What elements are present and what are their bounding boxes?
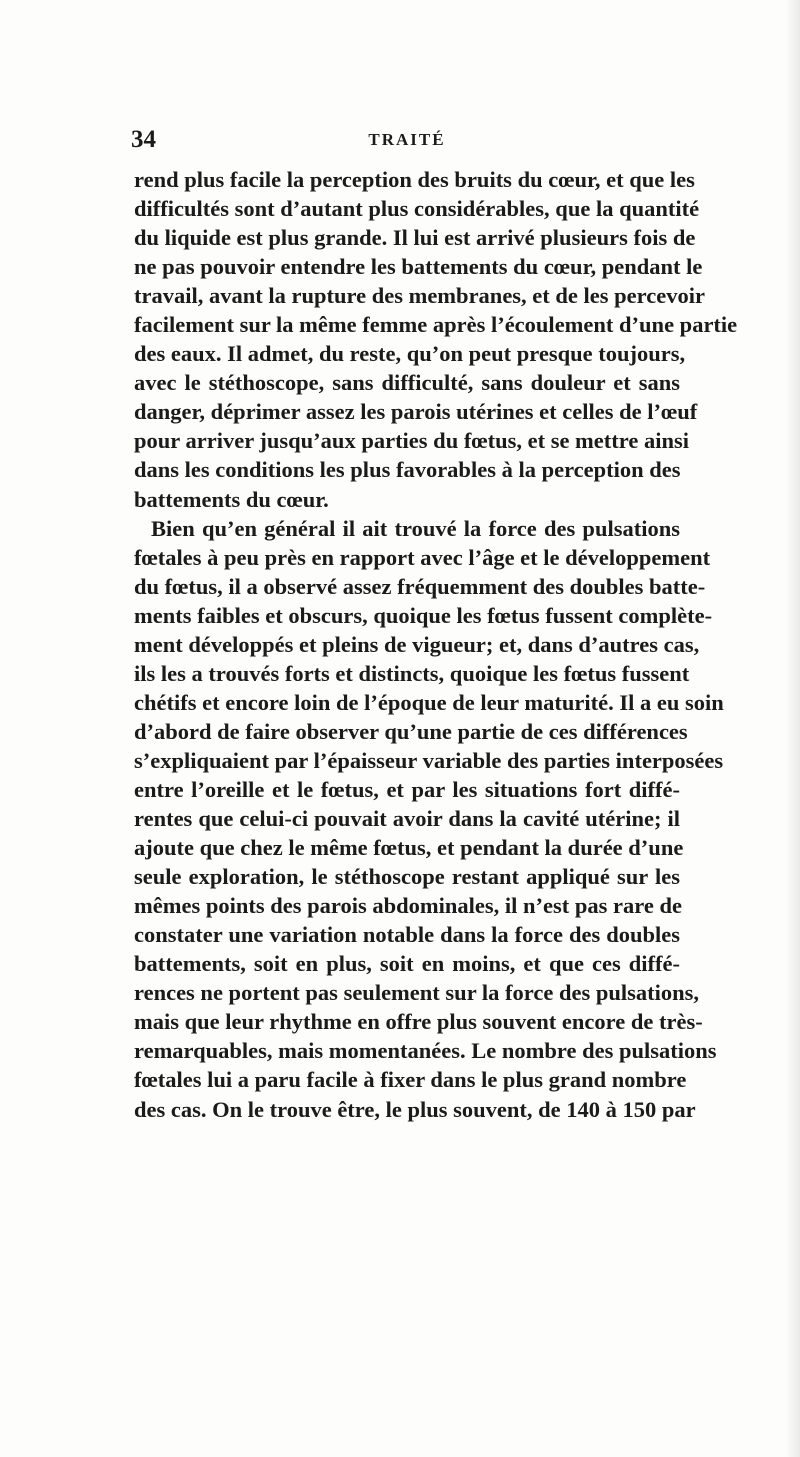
text-line: rend plus facile la perception des bruits du cœur, et que les bbox=[134, 167, 695, 192]
running-title: TRAITÉ bbox=[368, 130, 446, 149]
text-line: dans les conditions les plus favorables à la perception des bbox=[134, 457, 681, 483]
text-line: ajoute que chez le même fœtus, et pendant la durée d’une bbox=[134, 835, 684, 861]
text-line: avec le stéthoscope, sans difficulté, sans douleur et sans bbox=[134, 370, 680, 396]
text-line: pour arriver jusqu’aux parties du fœtus, et se mettre ainsi bbox=[134, 428, 689, 454]
text-line: ment développés et pleins de vigueur; et, dans d’autres cas, bbox=[134, 631, 700, 657]
text-line: mêmes points des parois abdominales, il n’est pas rare de bbox=[134, 893, 682, 919]
text-line: danger, déprimer assez les parois utérines et celles de l’œuf bbox=[134, 399, 698, 425]
text-line: du fœtus, il a observé assez fréquemment des doubles batte- bbox=[134, 573, 706, 599]
text-line: s’expliquaient par l’épaisseur variable des parties interposées bbox=[134, 747, 724, 773]
page-number: 34 bbox=[131, 126, 156, 153]
text-line: seule exploration, le stéthoscope restant appliqué sur les bbox=[134, 864, 680, 890]
text-line-paragraph-start: Bien qu’en général il ait trouvé la force des pulsations bbox=[151, 515, 680, 541]
text-line: difficultés sont d’autant plus considérables, que la quantité bbox=[134, 196, 700, 222]
page-edge-shadow bbox=[786, 0, 800, 1457]
text-line: des eaux. Il admet, du reste, qu’on peut presque toujours, bbox=[134, 341, 686, 367]
text-line: ne pas pouvoir entendre les battements du cœur, pendant le bbox=[134, 254, 703, 280]
text-line: du liquide est plus grande. Il lui est arrivé plusieurs fois de bbox=[134, 225, 696, 251]
text-line: travail, avant la rupture des membranes, et de les percevoir bbox=[134, 283, 705, 309]
text-line-paragraph-end: battements du cœur. bbox=[134, 486, 329, 512]
text-line: chétifs et encore loin de l’époque de leur maturité. Il a eu soin bbox=[134, 689, 724, 715]
text-line: ments faibles et obscurs, quoique les fœtus fussent complète- bbox=[134, 602, 713, 628]
text-line: fœtales à peu près en rapport avec l’âge et le développement bbox=[134, 544, 711, 570]
body-text bbox=[134, 165, 738, 1124]
text-line: battements, soit en plus, soit en moins, et que ces diffé- bbox=[134, 951, 680, 977]
text-line: des cas. On le trouve être, le plus souvent, de 140 à 150 par bbox=[134, 1096, 696, 1122]
text-line: rentes que celui-ci pouvait avoir dans la cavité utérine; il bbox=[134, 806, 680, 832]
text-line: ils les a trouvés forts et distincts, quoique les fœtus fussent bbox=[134, 660, 690, 686]
text-line: facilement sur la même femme après l’écoulement d’une partie bbox=[134, 312, 738, 338]
text-line: rences ne portent pas seulement sur la force des pulsations, bbox=[134, 980, 699, 1006]
text-line: remarquables, mais momentanées. Le nombre des pulsations bbox=[134, 1038, 717, 1064]
text-line: mais que leur rhythme en offre plus souvent encore de très- bbox=[134, 1009, 703, 1035]
text-line: d’abord de faire observer qu’une partie de ces différences bbox=[134, 718, 688, 744]
text-line: entre l’oreille et le fœtus, et par les situations fort diffé- bbox=[134, 776, 680, 802]
text-line: constater une variation notable dans la force des doubles bbox=[134, 922, 680, 948]
page-header bbox=[131, 126, 683, 154]
text-line: fœtales lui a paru facile à fixer dans le plus grand nombre bbox=[134, 1067, 687, 1093]
